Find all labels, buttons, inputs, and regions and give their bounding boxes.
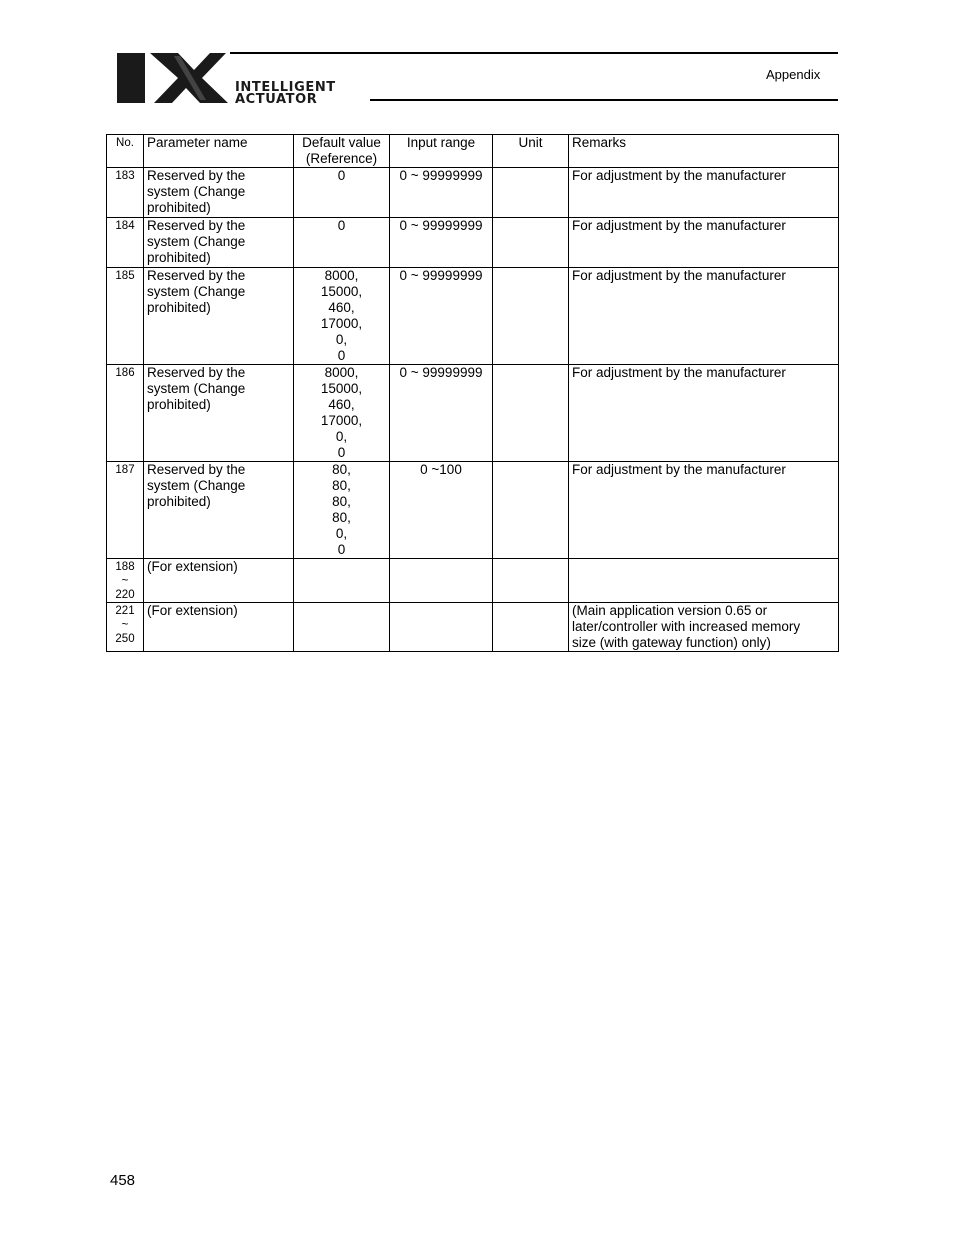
- cell-name: Reserved by the system (Change prohibited): [144, 365, 294, 462]
- cell-no: 221 ~ 250: [107, 603, 144, 652]
- cell-no: 185: [107, 268, 144, 365]
- table-row: [107, 168, 839, 218]
- cell-default: 0: [294, 168, 390, 218]
- section-title: Appendix: [766, 67, 821, 82]
- cell-unit: [493, 365, 569, 462]
- cell-default: 80, 80, 80, 80, 0, 0: [294, 462, 390, 559]
- col-header-range: Input range: [390, 135, 493, 168]
- cell-default: [294, 603, 390, 652]
- cell-unit: [493, 462, 569, 559]
- table-row: [107, 462, 839, 559]
- cell-name: (For extension): [144, 559, 294, 603]
- cell-remarks: For adjustment by the manufacturer: [569, 218, 839, 268]
- page-header: [0, 0, 954, 110]
- cell-unit: [493, 559, 569, 603]
- page-number: 458: [110, 1172, 136, 1189]
- cell-name: Reserved by the system (Change prohibited): [144, 218, 294, 268]
- cell-range: [390, 603, 493, 652]
- parameter-table: [106, 134, 839, 652]
- table-row: [107, 268, 839, 365]
- table-header-row: [107, 135, 839, 168]
- table-row: [107, 603, 839, 652]
- cell-no: 186: [107, 365, 144, 462]
- cell-name: Reserved by the system (Change prohibited): [144, 268, 294, 365]
- table-row: [107, 365, 839, 462]
- cell-range: [390, 559, 493, 603]
- cell-name: Reserved by the system (Change prohibited): [144, 462, 294, 559]
- cell-range: 0 ~ 99999999: [390, 268, 493, 365]
- ix-logo: [114, 50, 396, 111]
- cell-remarks: (Main application version 0.65 or later/controller with increased memory size (with gateway function) only): [569, 603, 839, 652]
- cell-unit: [493, 603, 569, 652]
- cell-remarks: For adjustment by the manufacturer: [569, 462, 839, 559]
- cell-default: 8000, 15000, 460, 17000, 0, 0: [294, 268, 390, 365]
- logo-word-2: ACTUATOR: [235, 92, 318, 106]
- cell-no: 188 ~ 220: [107, 559, 144, 603]
- cell-range: 0 ~ 99999999: [390, 218, 493, 268]
- cell-name: Reserved by the system (Change prohibited): [144, 168, 294, 218]
- cell-default: 8000, 15000, 460, 17000, 0, 0: [294, 365, 390, 462]
- cell-default: [294, 559, 390, 603]
- ix-logo-mark: [114, 50, 396, 106]
- col-header-remarks: Remarks: [569, 135, 839, 168]
- cell-name: (For extension): [144, 603, 294, 652]
- header-rule-top: [230, 52, 838, 54]
- cell-no: 184: [107, 218, 144, 268]
- table-row: [107, 218, 839, 268]
- cell-remarks: For adjustment by the manufacturer: [569, 268, 839, 365]
- cell-no: 187: [107, 462, 144, 559]
- cell-remarks: [569, 559, 839, 603]
- cell-remarks: For adjustment by the manufacturer: [569, 365, 839, 462]
- col-header-no: No.: [107, 135, 144, 168]
- logo-word-1: INTELLIGENT: [235, 80, 336, 95]
- table-row: [107, 559, 839, 603]
- cell-range: 0 ~ 99999999: [390, 168, 493, 218]
- cell-unit: [493, 268, 569, 365]
- col-header-default: Default value (Reference): [294, 135, 390, 168]
- col-header-unit: Unit: [493, 135, 569, 168]
- cell-unit: [493, 218, 569, 268]
- cell-no: 183: [107, 168, 144, 218]
- cell-unit: [493, 168, 569, 218]
- col-header-name: Parameter name: [144, 135, 294, 168]
- cell-range: 0 ~ 99999999: [390, 365, 493, 462]
- header-rule-bottom: [370, 99, 838, 101]
- cell-default: 0: [294, 218, 390, 268]
- cell-range: 0 ~100: [390, 462, 493, 559]
- cell-remarks: For adjustment by the manufacturer: [569, 168, 839, 218]
